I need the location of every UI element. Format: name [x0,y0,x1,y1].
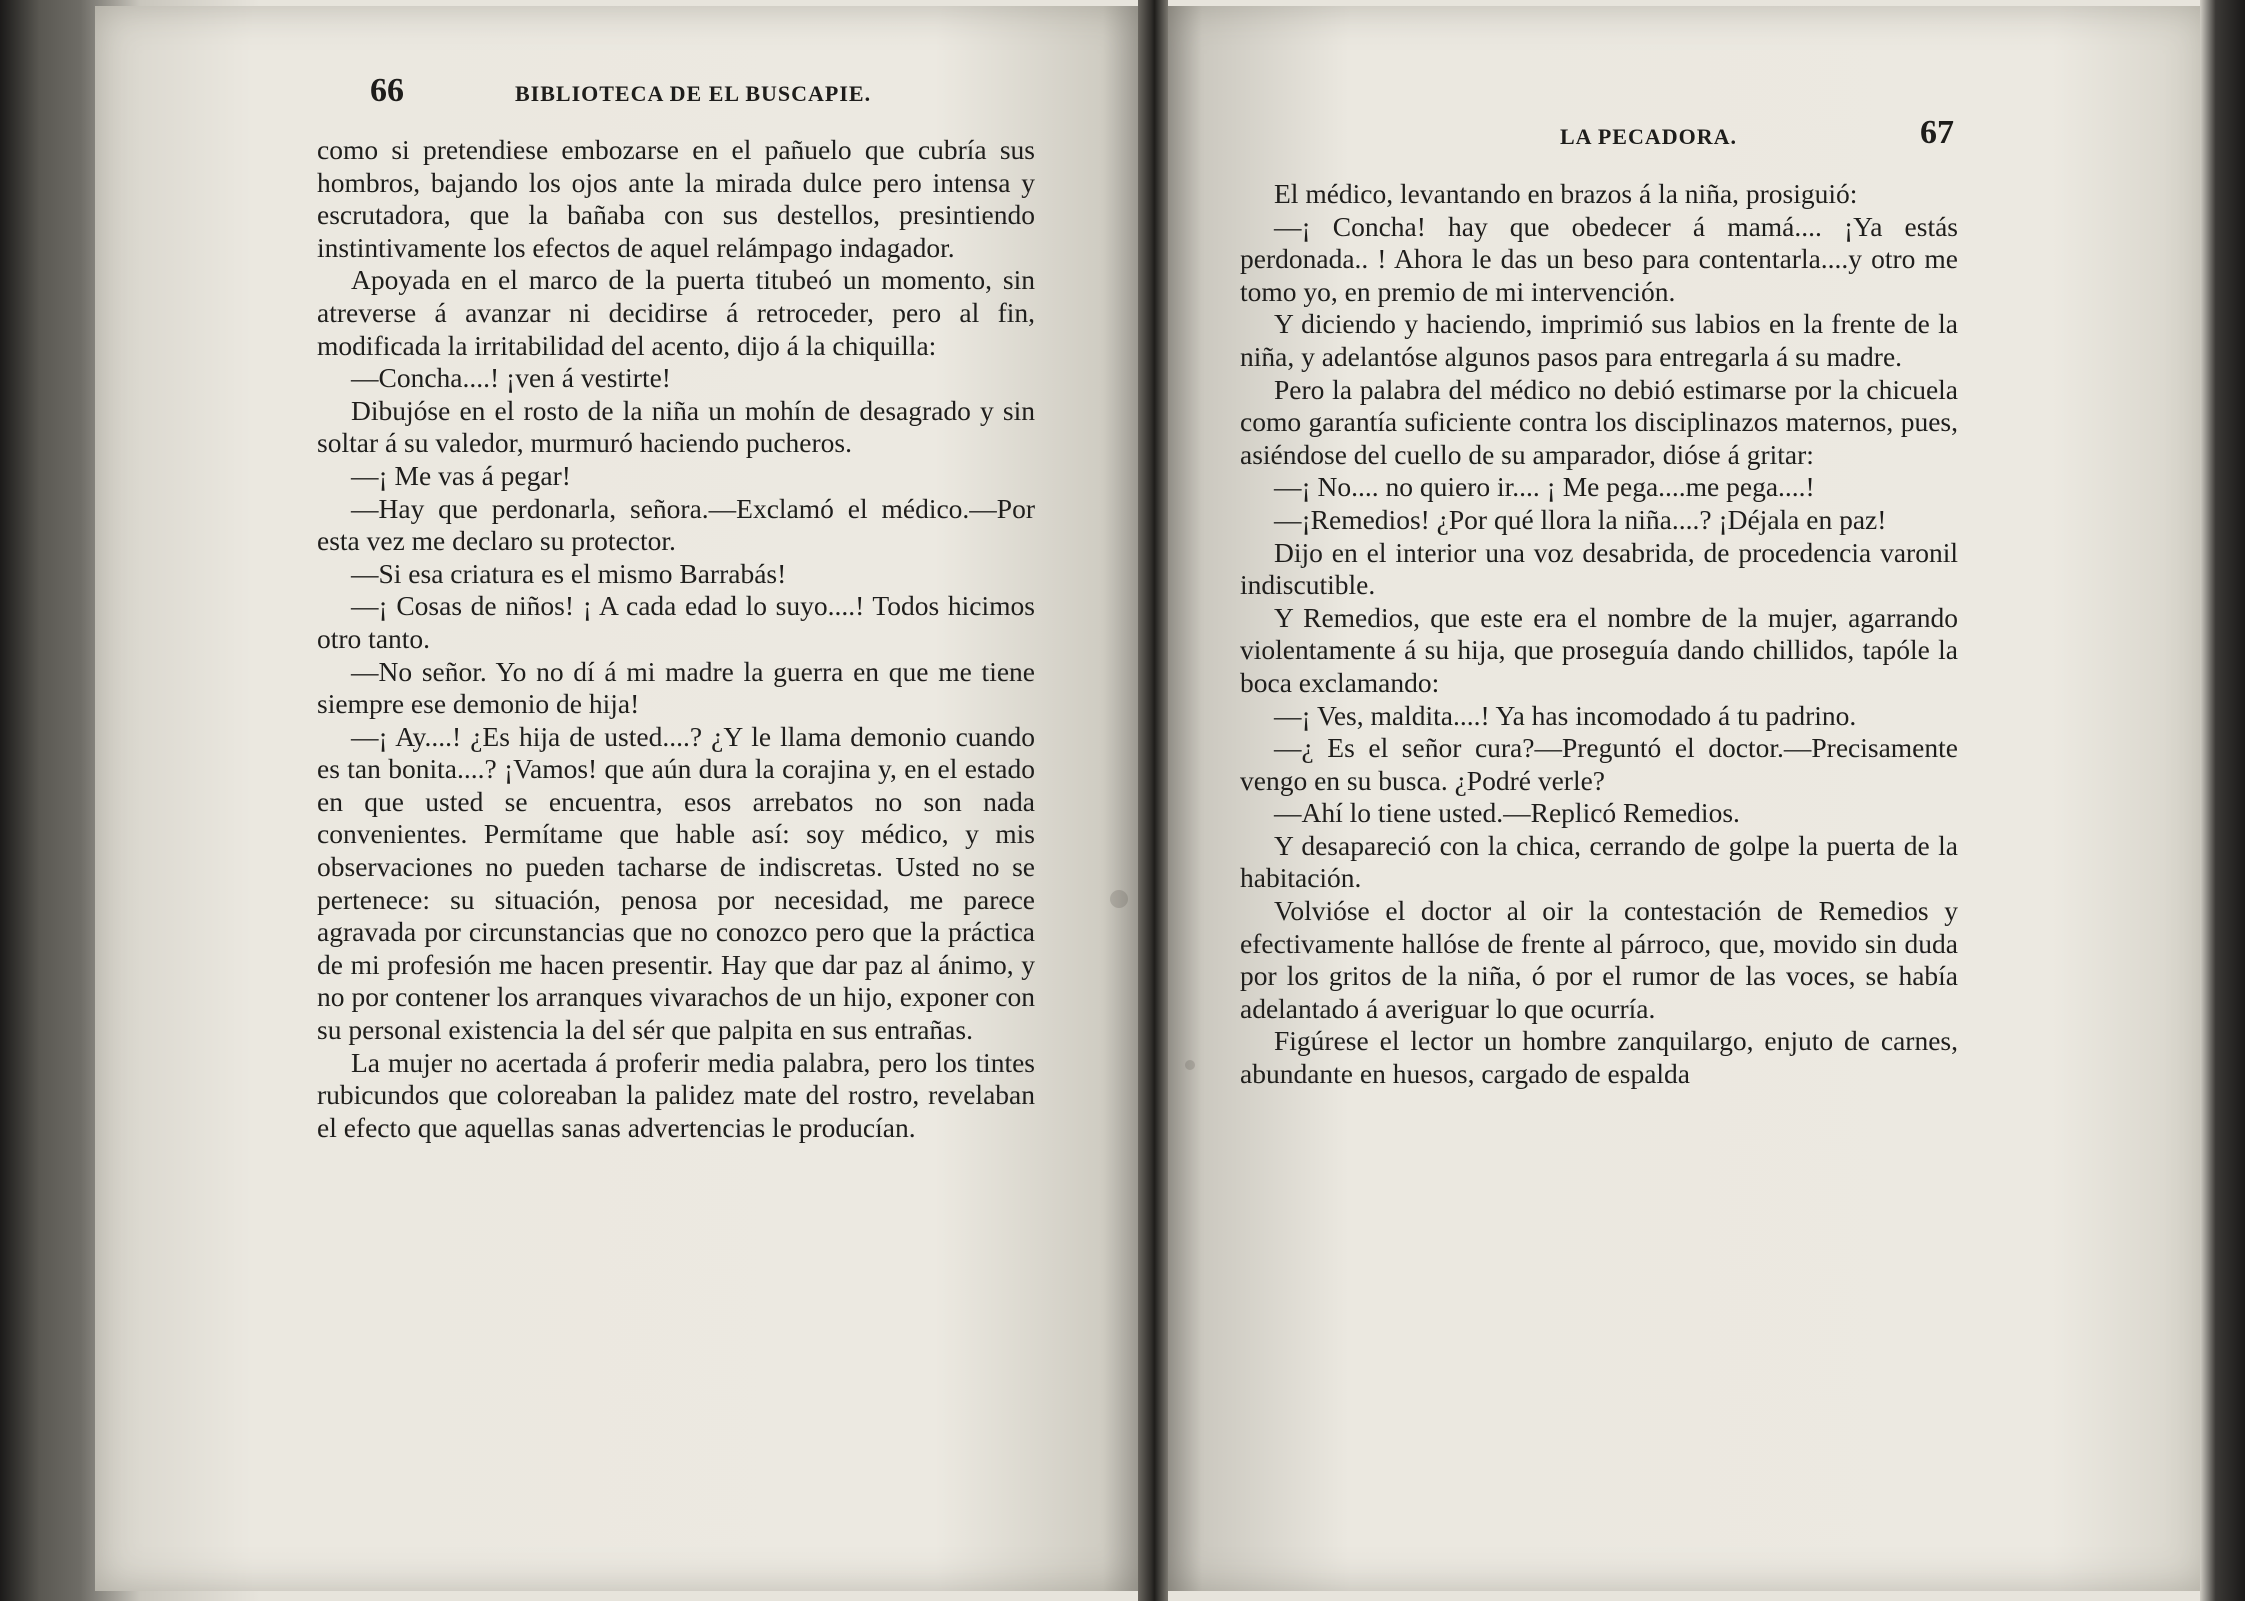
page-number: 67 [1920,114,1954,151]
right-page-edge [2200,0,2245,1601]
right-page-text [1240,178,1958,1091]
paragraph: La mujer no acertada á proferir media palabra, pero los tintes rubicundos que coloreaban la palidez mate del rostro, revelaban el efecto que aquellas sanas advertencias le producían. [317,1046,1035,1143]
paragraph: —¡ Ves, maldita....! Ya has incomodado á tu padrino. [1274,699,1857,731]
running-head: BIBLIOTECA DE EL BUSCAPIE. [515,81,872,106]
paper-stain [1110,890,1128,908]
paragraph: —¡ No.... no quiero ir.... ¡ Me pega....me pega....! [1274,471,1815,503]
paragraph: como si pretendiese embozarse en el pañuelo que cubría sus hombros, bajando los ojos ante la mirada dulce pero intensa y escrutadora, que la bañaba con sus destellos, presintiendo instintivamente los efectos de aquel relámpago indagador. [317,134,1035,263]
paragraph: Y desapareció con la chica, cerrando de golpe la puerta de la habitación. [1240,829,1958,894]
paragraph: Y Remedios, que este era el nombre de la mujer, agarrando violentamente á su hija, que proseguía dando chillidos, tapóle la boca exclamando: [1240,601,1958,698]
paragraph: —Concha....! ¡ven á vestirte! [351,362,671,394]
paragraph: —¡ Ay....! ¿Es hija de usted....? ¿Y le llama demonio cuando es tan bonita....? ¡Vamos! que aún dura la corajina y, en el estado en que usted se encuentra, esos arrebatos no son nada convenientes. Permítame que hable así: soy médico, y mis observaciones no pueden tacharse de indiscretas. Usted no se pertenece: su situación, penosa por necesidad, me parece agravada por circunstancias que no conozco pero que la práctica de mi profesión me hacen presentir. Hay que dar paz al ánimo, y no por contener los arranques vivarachos de un hijo, exponer con su personal existencia la del sér que palpita en sus entrañas. [317,720,1035,1046]
paragraph: Apoyada en el marco de la puerta titubeó un momento, sin atreverse á avanzar ni decidirse á retroceder, pero al fin, modificada la irritabilidad del acento, dijo á la chiquilla: [317,264,1035,361]
paragraph: —¿ Es el señor cura?—Preguntó el doctor.—Precisamente vengo en su busca. ¿Podré verle? [1240,732,1958,796]
paragraph: —¡ Cosas de niños! ¡ A cada edad lo suyo....! Todos hicimos otro tanto. [317,590,1035,654]
left-page-text [317,134,1035,1144]
paragraph: Figúrese el lector un hombre zanquilargo, enjuto de carnes, abundante en huesos, cargado de espalda [1240,1025,1958,1090]
paragraph: Y diciendo y haciendo, imprimió sus labios en la frente de la niña, y adelantóse algunos pasos para entregarla á su madre. [1240,308,1958,372]
page-number: 66 [370,72,404,109]
paragraph: —Si esa criatura es el mismo Barrabás! [351,557,787,589]
running-head: LA PECADORA. [1560,124,1738,149]
paragraph: Volvióse el doctor al oir la contestación de Remedios y efectivamente hallóse de frente al párroco, que, movido sin duda por los gritos de la niña, ó por el rumor de las voces, se había adelantado á averiguar lo que ocurría. [1240,895,1958,1024]
paragraph: —No señor. Yo no dí á mi madre la guerra en que me tiene siempre ese demonio de hija! [317,655,1035,720]
paragraph: Dijo en el interior una voz desabrida, de procedencia varonil indiscutible. [1240,536,1958,601]
paper-stain [1185,1060,1195,1070]
paragraph: —Ahí lo tiene usted.—Replicó Remedios. [1274,797,1740,829]
paragraph: Pero la palabra del médico no debió estimarse por la chicuela como garantía suficiente contra los disciplinazos maternos, pues, asiéndose del cuello de su amparador, dióse á gritar: [1240,373,1958,470]
paragraph: —¡ Me vas á pegar! [351,459,571,491]
right-page [1160,6,2210,1591]
paragraph: Dibujóse en el rosto de la niña un mohín de desagrado y sin soltar á su valedor, murmuró haciendo pucheros. [317,394,1035,459]
paragraph: —¡Remedios! ¿Por qué llora la niña....? ¡Déjala en paz! [1274,503,1887,535]
paragraph: —Hay que perdonarla, señora.—Exclamó el médico.—Por esta vez me declaro su protector. [317,492,1035,557]
book-gutter [1138,0,1168,1601]
left-page [95,6,1145,1591]
paragraph: —¡ Concha! hay que obedecer á mamá.... ¡Ya estás perdonada.. ! Ahora le das un beso para contentarla....y otro me tomo yo, en premio de mi intervención. [1240,210,1958,307]
paragraph: El médico, levantando en brazos á la niña, prosiguió: [1274,178,1858,209]
